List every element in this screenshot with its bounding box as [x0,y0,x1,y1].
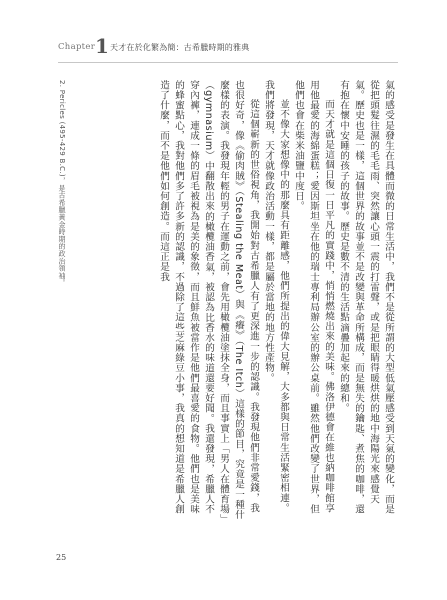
chapter-label: Chapter [58,42,96,52]
paragraph: 氣的感受是發生在具體而微的日常生活中，我們不是從所謂的大型低氣壓感受到天氣的變化，而是從把頭髮往濕的毛毛雨、突然讓心頭一震的打雷聲，或是把眼睛得暖烘烘的地中海陽光來感覺天氣。歷史也是一樣，這個世界的故事並不是改變與革命所構成，而是無失的鑰匙、煮焦的咖啡，還有抱在懷中安睡的孩子的故事。歷史是數不清的生活點滴疊加起來的總和。 [338,80,394,515]
chapter-title: 天才在於化繁為簡：古希臘時期的雅典 [110,43,250,52]
footnote-sidenote: 2. Pericles (495-429 B.C.)，是古希臘黃金時期的政治領袖。 [58,80,66,287]
paragraph: 從這個嶄新的世俗視角，我開始對古希臘人有了更深進一步的認識。我發現他們非常愛錢，我也很好奇，像《偷肉賊》（Stealing the Meat）與《癢》（The Itch）這樣的節目，究竟是一種什麼樣的表演。我發現年輕的男子在運動之前，會先用橄欖油塗抹全身，而且事實上「男人在體育場」（gymnasium）中翻散出來的橄欖油香氣，被認為比香水的味道還要好聞。我還發現，希臘人不穿內褲，連成一條的眉毛被視為是美的象徵，而且鮮魚被當作是他們最喜愛的食物。他們也是美味的蜂蜜點心，我對他們多了許多新的認識，不過除了這些芝麻綠豆小事，我真的想知道是希臘人創造了什麼，而不是他們如何創造。而這正是我 [158,80,259,520]
running-header [58,34,418,59]
header-divider [58,62,398,63]
paragraph: 並不像大家想像中的那麼具有距離感，他們所提出的偉大見解，大多都與日常生活緊密相連。我們將發現，天才就像政治活動一樣，都是屬於當地的地方性產物。 [263,80,289,514]
page-number: 25 [56,553,67,562]
body-text [88,80,396,520]
paragraph: 而天才就是這個日復一日平凡的實踐中，悄悄燃燒出來的美味。佛洛伊德會在維也納咖啡館享用他最愛的海綿蛋糕；愛因斯坦坐在他的瑞士專利局辦公室的辦公桌前。雖然他們改變了世界，但他們也會在柴米油鹽中度日。 [293,80,334,515]
chapter-number: 1 [95,34,109,58]
